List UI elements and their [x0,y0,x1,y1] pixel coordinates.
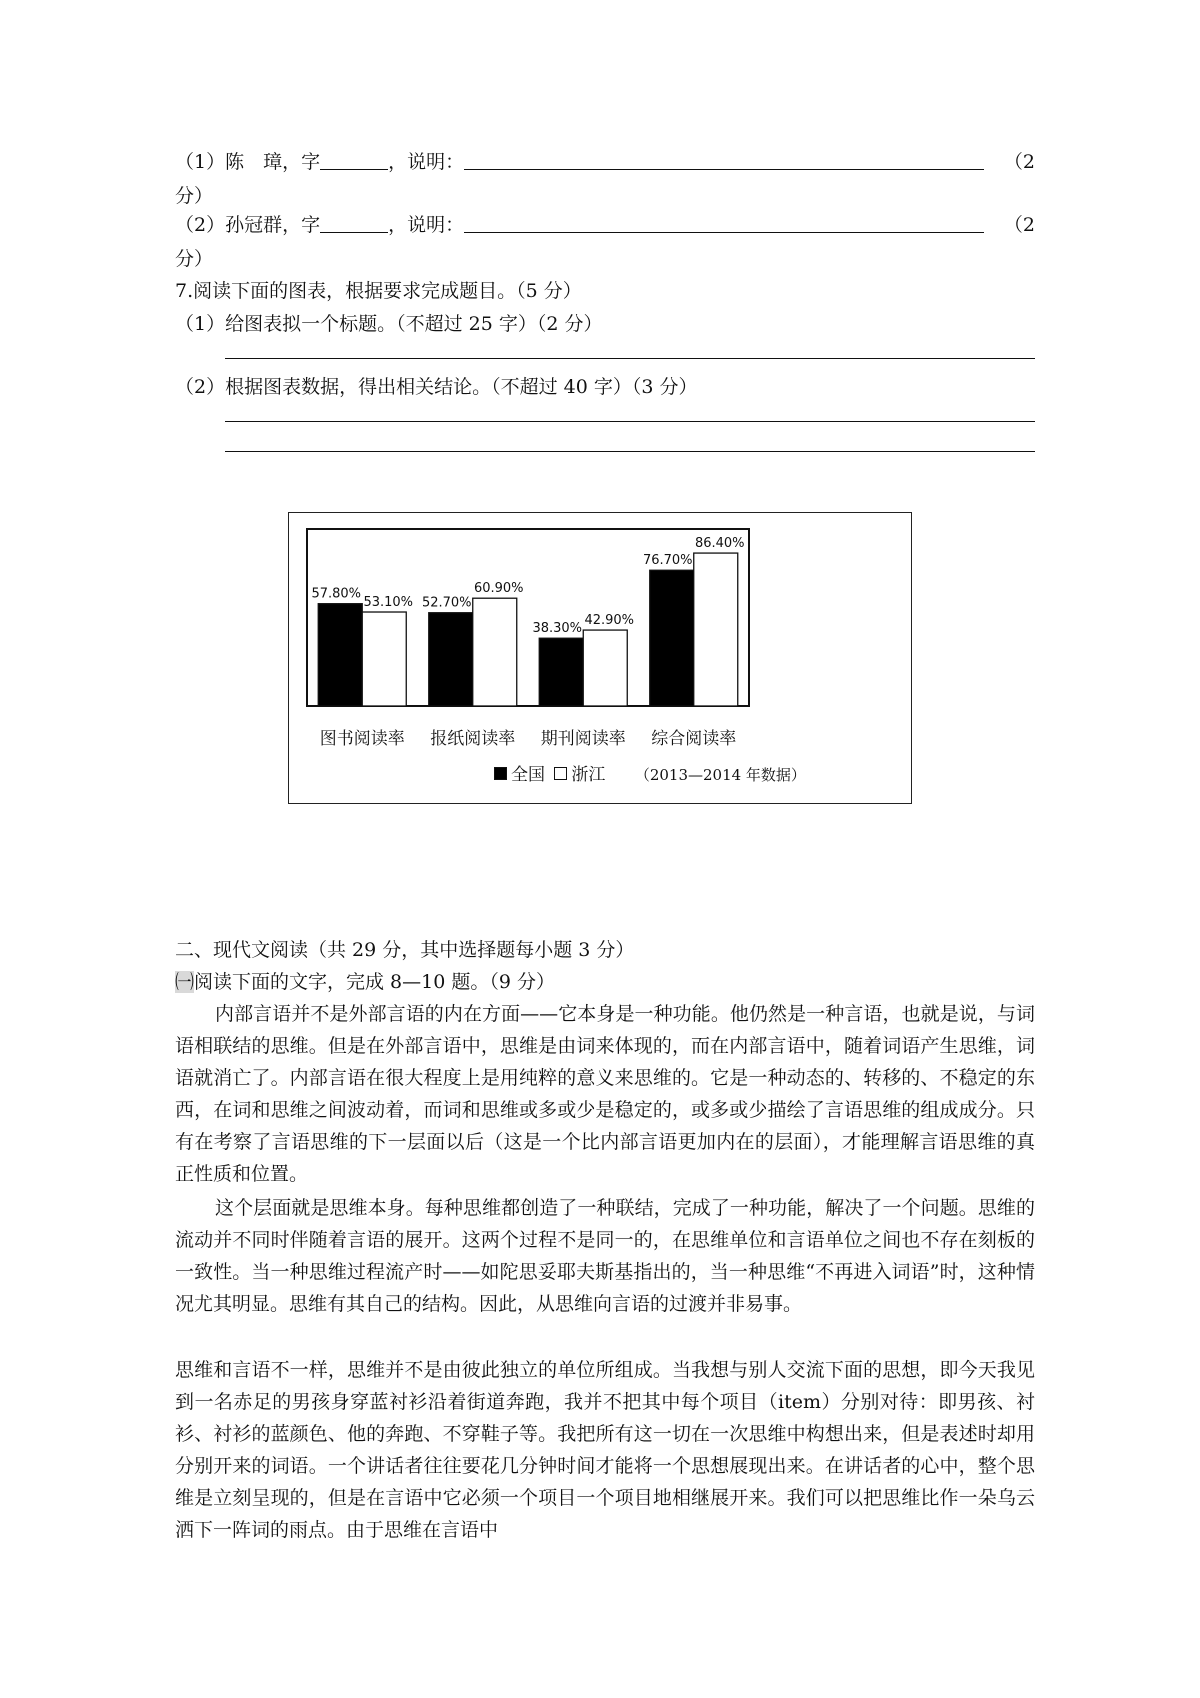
explain-answer-blank-2[interactable] [464,210,984,233]
category-label-0: 图书阅读率 [319,729,405,749]
q7-answer-line-1[interactable] [225,358,1035,359]
sub-section-mark: ㈠ [175,971,195,993]
data-label-national-1: 52.70% [421,595,472,611]
bar-zhejiang-0 [362,612,406,706]
bar-national-3 [650,570,694,706]
category-label-2: 期刊阅读率 [540,729,626,749]
q6-item-1-score-b: 分） [175,185,214,207]
data-label-zhejiang-2: 42.90% [584,613,635,629]
data-label-zhejiang-0: 53.10% [363,595,414,611]
q7-stem: 7.阅读下面的图表，根据要求完成题目。（5 分） [175,280,582,302]
q6-item-1-explain-label: ，说明： [388,151,465,173]
q6-item-1-number: （1） [175,151,226,173]
q6-item-2-number: （2） [175,214,226,236]
q7-answer-line-2[interactable] [225,421,1035,422]
legend-swatch-zhejiang [554,767,567,780]
paragraph-2: 这个层面就是思维本身。每种思维都创造了一种联结，完成了一种功能，解决了一个问题。思维的流动并不同时伴随着言语的展开。这两个过程不是同一的，在思维单位和言语单位之间也不存在刻板的一致性。当一种思维过程流产时——如陀思妥耶夫斯基指出的，当一种思维“不再进入词语”时，这种情况尤其明显。思维有其自己的结构。因此，从思维向言语的过渡并非易事。 [175,1197,1035,1315]
sub-heading [175,967,1035,997]
zi-answer-blank-1[interactable] [320,147,388,170]
q6-item-2-zi-label: ，字 [282,214,321,236]
bar-zhejiang-2 [583,630,627,706]
sub-heading-text: 阅读下面的文字，完成 8—10 题。（9 分） [194,971,555,993]
chart-legend [494,760,806,785]
bar-zhejiang-1 [473,598,517,706]
data-label-zhejiang-3: 86.40% [694,536,745,552]
bar-national-1 [429,613,473,706]
bar-national-0 [318,604,362,706]
explain-answer-blank-1[interactable] [464,147,984,170]
q6-item-2-explain-label: ，说明： [388,214,465,236]
data-label-zhejiang-1: 60.90% [473,581,524,597]
q7-sub1: （1）给图表拟一个标题。（不超过 25 字）（2 分） [175,313,603,335]
data-label-national-3: 76.70% [642,553,693,569]
section-heading: 二、现代文阅读（共 29 分，其中选择题每小题 3 分） [175,939,635,961]
legend-swatch-national [494,767,507,780]
q6-item-1-name: 陈 璋 [225,151,283,173]
chart-note: （2013—2014 年数据） [634,766,806,784]
data-label-national-2: 38.30% [532,621,583,637]
category-label-3: 综合阅读率 [651,729,737,749]
bar-zhejiang-3 [694,553,738,706]
q7-answer-line-3[interactable] [225,451,1035,452]
q6-item-2-name: 孙冠群 [225,214,283,236]
zi-answer-blank-2[interactable] [320,210,388,233]
legend-label-zhejiang: 浙江 [571,765,606,785]
paragraph-3: 思维和言语不一样，思维并不是由彼此独立的单位所组成。当我想与别人交流下面的思想，即今天我见到一名赤足的男孩身穿蓝衬衫沿着街道奔跑，我并不把其中每个项目（item）分别对待：即男孩、衬衫、衬衫的蓝颜色、他的奔跑、不穿鞋子等。我把所有这一切在一次思维中构想出来，但是表述时却用分别开来的词语。一个讲话者往往要花几分钟时间才能将一个思想展现出来。在讲话者的心中，整个思维是立刻呈现的，但是在言语中它必须一个项目一个项目地相继展开来。我们可以把思维比作一朵乌云洒下一阵词的雨点。由于思维在言语中 [175,1359,1035,1541]
reading-rate-chart [288,512,912,804]
q6-item-1-score-a: （2 [1003,151,1035,173]
q7-sub2: （2）根据图表数据，得出相关结论。（不超过 40 字）（3 分） [175,376,698,398]
bar-national-2 [539,638,583,706]
legend-label-national: 全国 [511,765,545,785]
q6-item-1-zi-label: ，字 [282,151,321,173]
paragraph-1: 内部言语并不是外部言语的内在方面——它本身是一种功能。他仍然是一种言语，也就是说，与词语相联结的思维。但是在外部言语中，思维是由词来体现的，而在内部言语中，随着词语产生思维，词语就消亡了。内部言语在很大程度上是用纯粹的意义来思维的。它是一种动态的、转移的、不稳定的东西，在词和思维之间波动着，而词和思维或多或少是稳定的，或多或少描绘了言语思维的组成成分。只有在考察了言语思维的下一层面以后（这是一个比内部言语更加内在的层面），才能理解言语思维的真正性质和位置。 [175,1003,1035,1185]
q6-item-2 [175,210,1035,240]
category-label-1: 报纸阅读率 [430,729,516,749]
data-label-national-0: 57.80% [311,586,362,602]
q6-item-1 [175,147,1035,177]
q6-item-2-score-a: （2 [1003,214,1035,236]
q6-item-2-score-b: 分） [175,248,214,270]
